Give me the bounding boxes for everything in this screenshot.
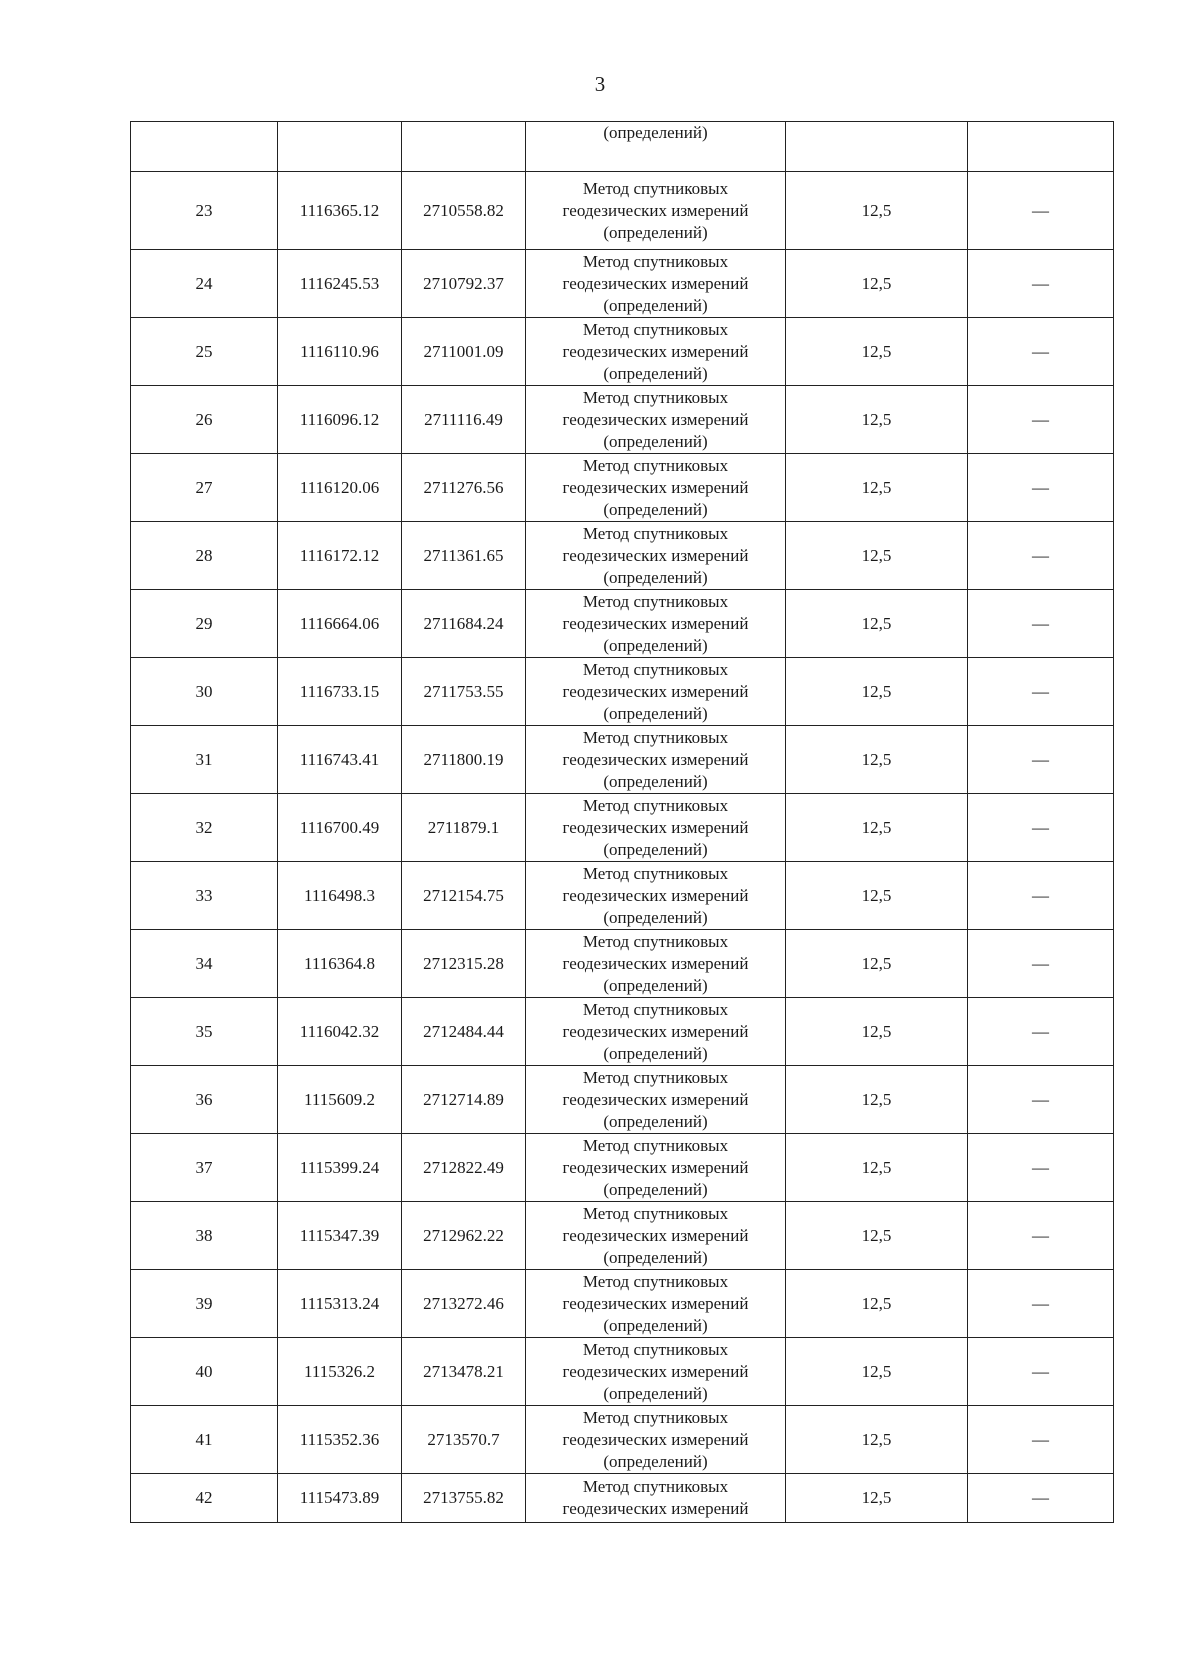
- cell-accuracy: 12,5: [786, 250, 968, 318]
- table-row: [131, 590, 1114, 658]
- cell-note: —: [968, 318, 1114, 386]
- cell-number: 39: [131, 1270, 278, 1338]
- cell-note: —: [968, 930, 1114, 998]
- cell-method: [526, 930, 786, 998]
- cell-x: [278, 122, 402, 172]
- cell-note: —: [968, 726, 1114, 794]
- cell-y: 2713570.7: [402, 1406, 526, 1474]
- table-row: [131, 386, 1114, 454]
- cell-method: [526, 794, 786, 862]
- table-row: [131, 1406, 1114, 1474]
- method-line: геодезических измерений: [562, 1361, 749, 1381]
- cell-y: 2712154.75: [402, 862, 526, 930]
- cell-method: [526, 1202, 786, 1270]
- table-row: [131, 1066, 1114, 1134]
- method-line: (определений): [603, 1043, 708, 1063]
- cell-x: 1116042.32: [278, 998, 402, 1066]
- cell-y: 2712822.49: [402, 1134, 526, 1202]
- method-line: Метод спутниковых: [582, 999, 729, 1019]
- cell-note: —: [968, 1406, 1114, 1474]
- cell-y: 2711001.09: [402, 318, 526, 386]
- cell-accuracy: 12,5: [786, 1338, 968, 1406]
- cell-method: [526, 1134, 786, 1202]
- cell-method: [526, 454, 786, 522]
- cell-x: 1116733.15: [278, 658, 402, 726]
- cell-method: [526, 862, 786, 930]
- cell-note: —: [968, 998, 1114, 1066]
- method-line: (определений): [603, 839, 708, 859]
- table-row: [131, 1270, 1114, 1338]
- cell-number: 32: [131, 794, 278, 862]
- cell-y: 2711684.24: [402, 590, 526, 658]
- cell-x: 1116700.49: [278, 794, 402, 862]
- table-body: [131, 122, 1114, 1523]
- method-line: геодезических измерений: [562, 545, 749, 565]
- method-line: (определений): [603, 771, 708, 791]
- method-line: Метод спутниковых: [582, 1203, 729, 1223]
- cell-accuracy: 12,5: [786, 386, 968, 454]
- method-line: Метод спутниковых: [582, 1067, 729, 1087]
- method-line: (определений): [603, 1451, 708, 1471]
- table-row: [131, 522, 1114, 590]
- cell-number: 24: [131, 250, 278, 318]
- method-line: Метод спутниковых: [582, 319, 729, 339]
- cell-y: 2711116.49: [402, 386, 526, 454]
- cell-method: [526, 172, 786, 250]
- cell-note: —: [968, 454, 1114, 522]
- cell-accuracy: 12,5: [786, 726, 968, 794]
- cell-number: 29: [131, 590, 278, 658]
- cell-number: 31: [131, 726, 278, 794]
- method-line: (определений): [603, 499, 708, 519]
- method-line: геодезических измерений: [562, 1089, 749, 1109]
- cell-accuracy: 12,5: [786, 1134, 968, 1202]
- cell-accuracy: 12,5: [786, 454, 968, 522]
- cell-method: [526, 658, 786, 726]
- cell-y: 2710792.37: [402, 250, 526, 318]
- cell-accuracy: 12,5: [786, 1066, 968, 1134]
- method-line: геодезических измерений: [562, 681, 749, 701]
- cell-y: 2711879.1: [402, 794, 526, 862]
- cell-number: 25: [131, 318, 278, 386]
- cell-accuracy: 12,5: [786, 522, 968, 590]
- method-line: (определений): [603, 975, 708, 995]
- cell-note: —: [968, 1066, 1114, 1134]
- method-line: геодезических измерений: [562, 1499, 749, 1518]
- cell-x: 1116365.12: [278, 172, 402, 250]
- table-row: [131, 454, 1114, 522]
- cell-note: —: [968, 658, 1114, 726]
- cell-y: 2712315.28: [402, 930, 526, 998]
- cell-number: 35: [131, 998, 278, 1066]
- method-line: геодезических измерений: [562, 200, 749, 220]
- cell-x: 1116364.8: [278, 930, 402, 998]
- cell-y: 2712714.89: [402, 1066, 526, 1134]
- method-line: геодезических измерений: [562, 341, 749, 361]
- cell-accuracy: 12,5: [786, 1474, 968, 1523]
- method-line: геодезических измерений: [562, 1021, 749, 1041]
- page-number: 3: [594, 72, 606, 96]
- cell-note: —: [968, 1474, 1114, 1523]
- method-line: (определений): [603, 907, 708, 927]
- method-line: (определений): [603, 1247, 708, 1267]
- cell-note: —: [968, 172, 1114, 250]
- cell-method: [526, 1270, 786, 1338]
- method-line: Метод спутниковых: [582, 1339, 729, 1359]
- cell-number: [131, 122, 278, 172]
- method-line: Метод спутниковых: [582, 251, 729, 271]
- table-row: [131, 998, 1114, 1066]
- table-row: [131, 250, 1114, 318]
- cell-accuracy: 12,5: [786, 658, 968, 726]
- cell-method: (определений): [526, 122, 786, 172]
- table-row: [131, 1474, 1114, 1523]
- cell-note: [968, 122, 1114, 172]
- cell-y: 2713272.46: [402, 1270, 526, 1338]
- cell-x: 1115352.36: [278, 1406, 402, 1474]
- method-line: (определений): [603, 1315, 708, 1335]
- cell-accuracy: 12,5: [786, 318, 968, 386]
- cell-note: —: [968, 522, 1114, 590]
- method-line: Метод спутниковых: [582, 659, 729, 679]
- method-line: (определений): [603, 1111, 708, 1131]
- method-line: (определений): [603, 363, 708, 383]
- coordinates-table-container: [130, 121, 1113, 1523]
- cell-accuracy: 12,5: [786, 1202, 968, 1270]
- cell-number: 36: [131, 1066, 278, 1134]
- table-row: [131, 726, 1114, 794]
- method-line: Метод спутниковых: [582, 863, 729, 883]
- method-line: Метод спутниковых: [582, 1135, 729, 1155]
- cell-accuracy: 12,5: [786, 1406, 968, 1474]
- cell-x: 1116245.53: [278, 250, 402, 318]
- method-line: Метод спутниковых: [582, 795, 729, 815]
- method-line: Метод спутниковых: [582, 178, 729, 198]
- table-row: [131, 862, 1114, 930]
- method-line: Метод спутниковых: [582, 387, 729, 407]
- cell-x: 1116172.12: [278, 522, 402, 590]
- method-line: (определений): [603, 222, 708, 242]
- cell-x: 1116110.96: [278, 318, 402, 386]
- table-row: [131, 172, 1114, 250]
- cell-y: 2711800.19: [402, 726, 526, 794]
- cell-number: 23: [131, 172, 278, 250]
- method-line: геодезических измерений: [562, 613, 749, 633]
- method-line: Метод спутниковых: [582, 727, 729, 747]
- cell-number: 41: [131, 1406, 278, 1474]
- method-line: Метод спутниковых: [582, 931, 729, 951]
- cell-method: [526, 318, 786, 386]
- cell-y: 2710558.82: [402, 172, 526, 250]
- cell-x: 1115399.24: [278, 1134, 402, 1202]
- table-row: [131, 1202, 1114, 1270]
- cell-note: —: [968, 590, 1114, 658]
- cell-x: 1116120.06: [278, 454, 402, 522]
- cell-number: 27: [131, 454, 278, 522]
- cell-y: 2712962.22: [402, 1202, 526, 1270]
- cell-note: —: [968, 862, 1114, 930]
- cell-x: 1115609.2: [278, 1066, 402, 1134]
- cell-x: 1115473.89: [278, 1474, 402, 1523]
- cell-note: —: [968, 1270, 1114, 1338]
- cell-method: [526, 590, 786, 658]
- method-line: геодезических измерений: [562, 1225, 749, 1245]
- cell-accuracy: 12,5: [786, 172, 968, 250]
- cell-accuracy: 12,5: [786, 998, 968, 1066]
- cell-x: 1116498.3: [278, 862, 402, 930]
- cell-note: —: [968, 1202, 1114, 1270]
- cell-method: [526, 1338, 786, 1406]
- method-line: геодезических измерений: [562, 1293, 749, 1313]
- cell-accuracy: 12,5: [786, 794, 968, 862]
- table-row: [131, 318, 1114, 386]
- method-line: геодезических измерений: [562, 953, 749, 973]
- method-line: геодезических измерений: [562, 749, 749, 769]
- cell-number: 37: [131, 1134, 278, 1202]
- method-line: Метод спутниковых: [582, 455, 729, 475]
- method-line: Метод спутниковых: [582, 1271, 729, 1291]
- cell-y: 2711276.56: [402, 454, 526, 522]
- cell-x: 1115326.2: [278, 1338, 402, 1406]
- cell-number: 26: [131, 386, 278, 454]
- cell-accuracy: 12,5: [786, 590, 968, 658]
- method-line: (определений): [603, 295, 708, 315]
- table-row-continuation: [131, 122, 1114, 172]
- cell-number: 28: [131, 522, 278, 590]
- method-line: Метод спутниковых: [582, 591, 729, 611]
- cell-method: [526, 726, 786, 794]
- cell-accuracy: 12,5: [786, 930, 968, 998]
- method-line: (определений): [603, 1383, 708, 1403]
- cell-note: —: [968, 1338, 1114, 1406]
- cell-x: 1116743.41: [278, 726, 402, 794]
- cell-note: —: [968, 250, 1114, 318]
- cell-number: 42: [131, 1474, 278, 1523]
- method-line: геодезических измерений: [562, 885, 749, 905]
- cell-x: 1116096.12: [278, 386, 402, 454]
- cell-method: [526, 522, 786, 590]
- method-line: геодезических измерений: [562, 409, 749, 429]
- method-line: геодезических измерений: [562, 477, 749, 497]
- cell-y: 2712484.44: [402, 998, 526, 1066]
- cell-number: 34: [131, 930, 278, 998]
- cell-accuracy: [786, 122, 968, 172]
- cell-y: 2711753.55: [402, 658, 526, 726]
- method-line: геодезических измерений: [562, 1429, 749, 1449]
- cell-method: [526, 386, 786, 454]
- table-row: [131, 794, 1114, 862]
- cell-number: 30: [131, 658, 278, 726]
- method-line: (определений): [603, 1179, 708, 1199]
- method-line: геодезических измерений: [562, 273, 749, 293]
- table-row: [131, 658, 1114, 726]
- method-line: (определений): [603, 431, 708, 451]
- cell-accuracy: 12,5: [786, 862, 968, 930]
- method-line: Метод спутниковых: [582, 523, 729, 543]
- cell-x: 1116664.06: [278, 590, 402, 658]
- cell-method: [526, 1474, 786, 1523]
- coordinates-table: [130, 121, 1114, 1523]
- cell-method: [526, 250, 786, 318]
- method-line: геодезических измерений: [562, 1157, 749, 1177]
- cell-y: [402, 122, 526, 172]
- method-line: геодезических измерений: [562, 817, 749, 837]
- cell-accuracy: 12,5: [786, 1270, 968, 1338]
- method-line: (определений): [603, 635, 708, 655]
- cell-number: 33: [131, 862, 278, 930]
- table-row: [131, 930, 1114, 998]
- cell-y: 2711361.65: [402, 522, 526, 590]
- cell-note: —: [968, 794, 1114, 862]
- method-line: Метод спутниковых: [582, 1477, 729, 1496]
- cell-note: —: [968, 386, 1114, 454]
- cell-y: 2713755.82: [402, 1474, 526, 1523]
- method-line: (определений): [603, 703, 708, 723]
- cell-number: 40: [131, 1338, 278, 1406]
- cell-number: 38: [131, 1202, 278, 1270]
- cell-y: 2713478.21: [402, 1338, 526, 1406]
- cell-x: 1115313.24: [278, 1270, 402, 1338]
- cell-method: [526, 998, 786, 1066]
- cell-method: [526, 1406, 786, 1474]
- method-line: Метод спутниковых: [582, 1407, 729, 1427]
- table-row: [131, 1338, 1114, 1406]
- cell-note: —: [968, 1134, 1114, 1202]
- table-row: [131, 1134, 1114, 1202]
- cell-x: 1115347.39: [278, 1202, 402, 1270]
- cell-method: [526, 1066, 786, 1134]
- method-line: (определений): [603, 567, 708, 587]
